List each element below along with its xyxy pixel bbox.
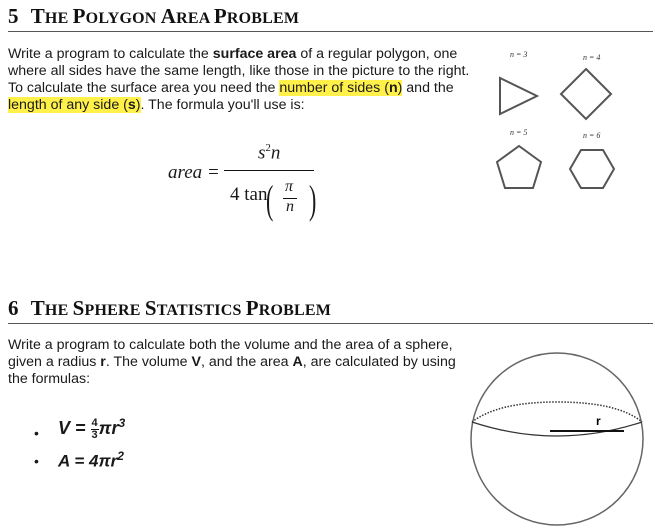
title-smallcaps: REA [176, 10, 214, 27]
text: ) [135, 97, 141, 113]
title-smallcaps: ROBLEM [258, 302, 332, 319]
text: . The formula you'll use is: [140, 97, 305, 113]
text: Write a program to calculate the [8, 46, 213, 62]
text: . The volume [105, 354, 192, 370]
fraction-4-3 [91, 418, 99, 441]
bullet-symbol: • [34, 425, 39, 441]
text: of a regular polygon, one where all sides have the same length, like those in the picture to the right. To calculate the surface area you need the [8, 46, 470, 96]
var-n-denominator: n [286, 198, 294, 215]
left-paren: ( [265, 177, 274, 222]
title-letter: P [213, 4, 227, 28]
area-formula [160, 138, 330, 238]
section-number: 5 [8, 4, 19, 28]
equator-dashed [472, 402, 642, 422]
section-6-heading [8, 296, 653, 324]
section-5-heading [8, 4, 653, 32]
text: V = [58, 418, 91, 438]
square-shape [561, 69, 611, 119]
pi-symbol: π [285, 178, 294, 195]
sphere-outline [471, 353, 643, 525]
sphere-illustration [468, 350, 648, 526]
label-n4: n = 4 [583, 53, 601, 62]
pentagon-shape [497, 146, 541, 188]
highlight-number-of-sides [279, 80, 402, 96]
bold-var: n [388, 80, 398, 96]
denominator: 3 [91, 428, 98, 441]
bullet-symbol: • [34, 453, 39, 469]
formula-denominator: 4 tan [230, 184, 268, 205]
numerator: 4 [91, 416, 98, 429]
exponent: 2 [265, 142, 271, 154]
right-paren: ) [308, 177, 317, 222]
text: , are calculated by using the formulas: [8, 354, 456, 387]
title-letter: P [245, 296, 259, 320]
text: and the [402, 80, 454, 96]
label-n3: n = 3 [510, 50, 528, 59]
area-formula-sphere [58, 449, 124, 472]
title-smallcaps: OLYGON [85, 10, 161, 27]
bold-var: s [127, 97, 136, 113]
section-5-description [8, 46, 478, 114]
section-number: 6 [8, 296, 19, 320]
text: Write a program to calculate both the volume and the area of a sphere, given a radius [8, 337, 453, 370]
bold-var: A [292, 354, 303, 370]
title-letter: A [160, 4, 177, 28]
section-6-description [8, 337, 463, 388]
title-letter: T [30, 296, 45, 320]
radius-label: r [596, 414, 601, 428]
title-smallcaps: HE [44, 10, 73, 27]
bold-var: V [191, 354, 201, 370]
exponent: 3 [118, 416, 126, 430]
title-smallcaps: PHERE [84, 302, 145, 319]
text: length of any side ( [8, 97, 128, 113]
text: number of sides ( [279, 80, 389, 96]
fraction-bar [224, 170, 314, 171]
title-smallcaps: HE [44, 302, 73, 319]
equator-front [472, 422, 642, 436]
triangle-shape [500, 78, 537, 114]
volume-formula [58, 416, 125, 441]
label-n6: n = 6 [583, 131, 601, 140]
title-smallcaps: TATISTICS [156, 302, 246, 319]
text: A = 4πr [58, 451, 118, 471]
title-letter: T [30, 4, 45, 28]
var-n: n [270, 142, 281, 164]
highlight-side-length [8, 97, 141, 113]
title-smallcaps: ROBLEM [226, 10, 300, 27]
text: , and the area [200, 354, 293, 370]
text: ) [397, 80, 403, 96]
label-n5: n = 5 [510, 128, 528, 137]
polygon-illustrations [490, 60, 655, 215]
bold-var: r [100, 354, 106, 370]
text: πr [98, 418, 119, 438]
formula-lhs: area = [168, 162, 220, 183]
title-letter: P [72, 4, 86, 28]
exponent: 2 [117, 449, 124, 463]
hexagon-shape [570, 150, 614, 188]
title-letter: S [72, 296, 85, 320]
var-s: s [258, 142, 266, 164]
formula-numerator [258, 142, 280, 164]
title-letter: S [144, 296, 157, 320]
bold-term: surface area [212, 46, 297, 62]
